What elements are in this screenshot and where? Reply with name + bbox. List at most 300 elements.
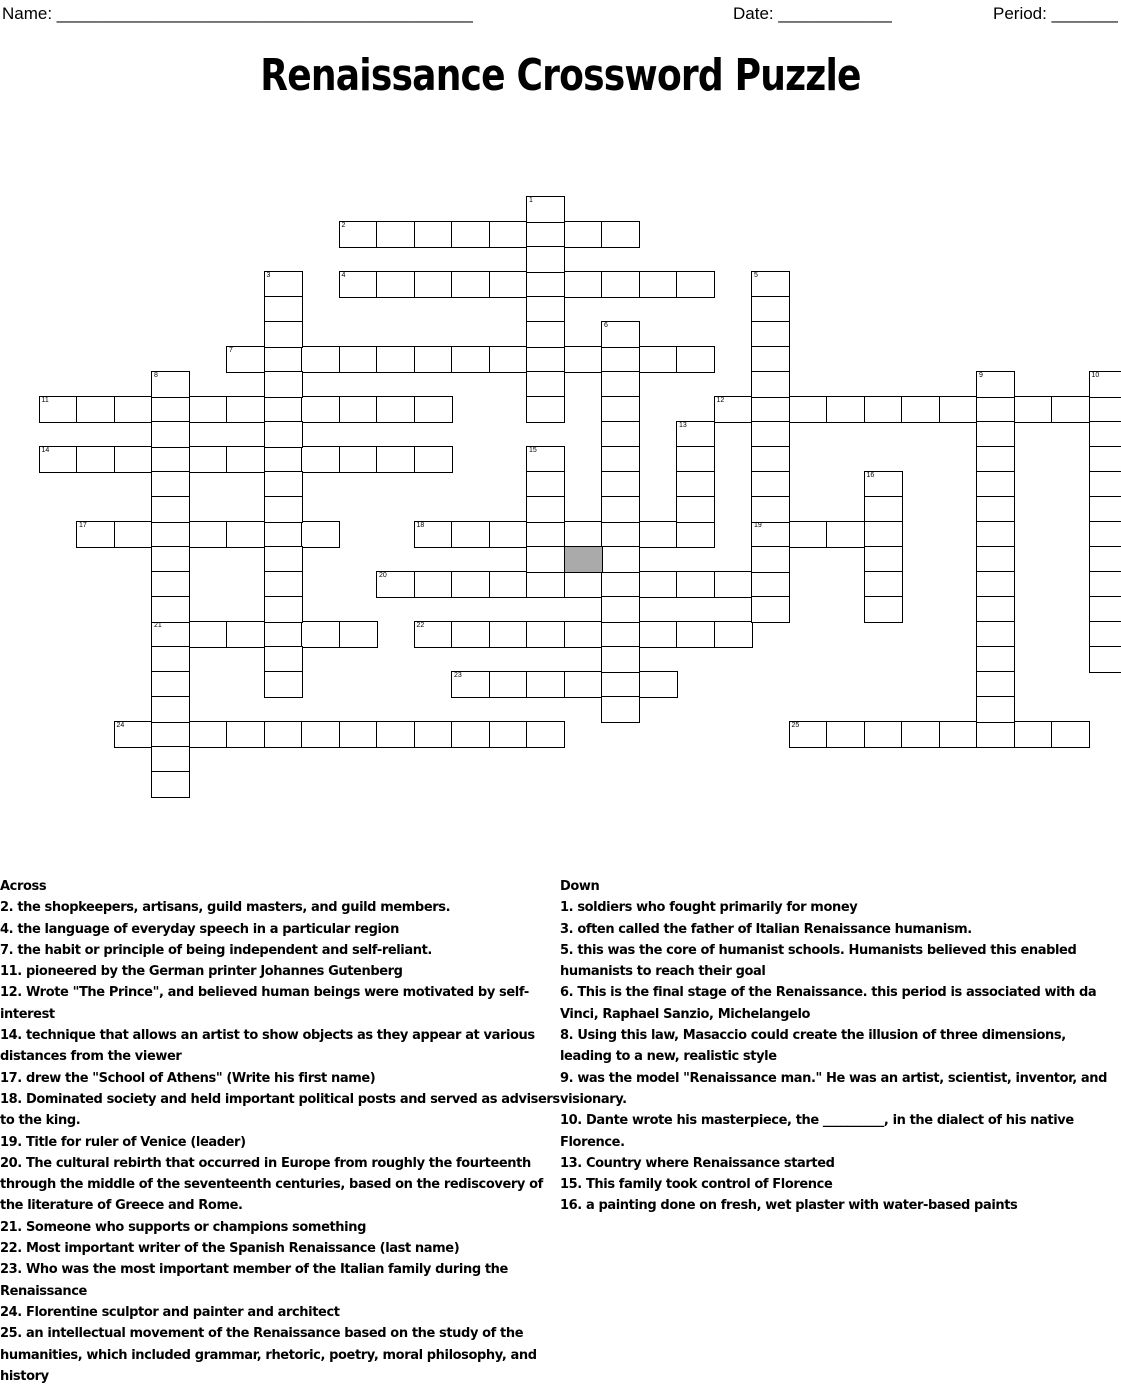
grid-cell[interactable] — [451, 621, 490, 648]
clue-text: This family took control of Florence — [582, 1177, 833, 1192]
clue-number: 8. — [560, 1028, 573, 1043]
grid-cell[interactable] — [639, 271, 678, 298]
grid-cell[interactable] — [864, 571, 903, 598]
grid-cell[interactable] — [639, 521, 678, 548]
grid-cell[interactable] — [1089, 421, 1121, 448]
grid-cell[interactable] — [264, 321, 303, 348]
grid-cell[interactable] — [676, 421, 715, 448]
grid-cell[interactable] — [976, 621, 1015, 648]
grid-cell[interactable] — [301, 446, 340, 473]
down-clue — [560, 1025, 1120, 1068]
cell-number: 10 — [1092, 372, 1100, 380]
grid-cell[interactable] — [639, 571, 678, 598]
grid-cell[interactable] — [601, 596, 640, 623]
grid-cell[interactable] — [639, 671, 678, 698]
grid-cell[interactable] — [789, 521, 828, 548]
grid-cell[interactable] — [864, 546, 903, 573]
grid-cell[interactable] — [264, 596, 303, 623]
grid-cell[interactable] — [151, 421, 190, 448]
clue-number: 13. — [560, 1156, 582, 1171]
grid-cell[interactable] — [526, 546, 565, 573]
grid-cell[interactable] — [751, 346, 790, 373]
grid-cell[interactable] — [301, 346, 340, 373]
grid-cell[interactable] — [151, 521, 190, 548]
grid-cell[interactable] — [451, 221, 490, 248]
clue-text: this was the core of humanist schools. Humanists believed this enabled humanists to reach their goal — [560, 943, 1076, 979]
grid-cell[interactable] — [489, 521, 528, 548]
grid-cell[interactable] — [976, 371, 1015, 398]
grid-cell[interactable] — [451, 271, 490, 298]
grid-cell[interactable] — [414, 271, 453, 298]
clue-number: 16. — [560, 1198, 582, 1213]
grid-cell[interactable] — [1089, 596, 1121, 623]
clue-text: technique that allows an artist to show objects as they appear at various distances from the viewer — [0, 1028, 535, 1064]
grid-cell[interactable] — [714, 621, 753, 648]
grid-cell[interactable] — [564, 521, 603, 548]
cell-number: 17 — [79, 522, 87, 530]
clue-number: 9. — [560, 1071, 573, 1086]
grid-cell[interactable] — [1051, 721, 1090, 748]
grid-cell[interactable] — [601, 521, 640, 548]
grid-cell[interactable] — [151, 721, 190, 748]
cell-number: 12 — [717, 397, 725, 405]
grid-cell[interactable] — [864, 521, 903, 548]
grid-cell[interactable] — [526, 296, 565, 323]
clue-text: Someone who supports or champions something — [22, 1220, 366, 1235]
grid-cell[interactable] — [76, 521, 115, 548]
grid-cell[interactable] — [1089, 471, 1121, 498]
clue-number: 1. — [560, 900, 573, 915]
grid-cell[interactable] — [751, 546, 790, 573]
across-clue — [0, 919, 560, 940]
grid-cell[interactable] — [526, 621, 565, 648]
grid-cell[interactable] — [526, 521, 565, 548]
clue-text: was the model "Renaissance man." He was an artist, scientist, inventor, and visionary. — [560, 1071, 1107, 1107]
across-clue — [0, 982, 560, 1025]
grid-cell[interactable] — [151, 496, 190, 523]
grid-cell[interactable] — [826, 396, 865, 423]
grid-cell[interactable] — [339, 446, 378, 473]
grid-cell[interactable] — [751, 446, 790, 473]
grid-cell[interactable] — [489, 571, 528, 598]
grid-cell[interactable] — [114, 446, 153, 473]
grid-cell[interactable] — [789, 396, 828, 423]
clue-number: 23. — [0, 1262, 22, 1277]
grid-cell[interactable] — [1089, 396, 1121, 423]
grid-cell[interactable] — [601, 346, 640, 373]
grid-cell[interactable] — [301, 721, 340, 748]
grid-cell[interactable] — [264, 521, 303, 548]
grid-cell[interactable] — [676, 521, 715, 548]
grid-cell[interactable] — [414, 446, 453, 473]
down-clue — [560, 1174, 1120, 1195]
grid-cell[interactable] — [264, 421, 303, 448]
grid-cell[interactable] — [601, 421, 640, 448]
grid-cell[interactable] — [489, 346, 528, 373]
grid-cell[interactable] — [676, 621, 715, 648]
cell-number: 23 — [454, 672, 462, 680]
grid-cell[interactable] — [714, 571, 753, 598]
grid-cell[interactable] — [151, 471, 190, 498]
across-clue — [0, 1132, 560, 1153]
grid-cell[interactable] — [151, 646, 190, 673]
grid-cell[interactable] — [864, 496, 903, 523]
grid-cell[interactable] — [751, 496, 790, 523]
grid-cell[interactable] — [226, 621, 265, 648]
clue-number: 15. — [560, 1177, 582, 1192]
grid-cell[interactable] — [601, 696, 640, 723]
grid-cell[interactable] — [564, 571, 603, 598]
grid-cell[interactable] — [526, 471, 565, 498]
grid-cell[interactable] — [526, 371, 565, 398]
down-clue — [560, 982, 1120, 1025]
grid-cell[interactable] — [414, 346, 453, 373]
grid-cell[interactable] — [976, 471, 1015, 498]
cell-number: 4 — [342, 272, 346, 280]
grid-cell[interactable] — [451, 346, 490, 373]
grid-cell[interactable] — [264, 721, 303, 748]
cell-number: 1 — [529, 197, 533, 205]
grid-cell[interactable] — [226, 446, 265, 473]
grid-cell[interactable] — [489, 221, 528, 248]
clue-number: 3. — [560, 922, 573, 937]
grid-cell[interactable] — [151, 621, 190, 648]
clue-text: the language of everyday speech in a particular region — [13, 922, 399, 937]
grid-cell[interactable] — [339, 271, 378, 298]
grid-cell[interactable] — [376, 446, 415, 473]
across-clue — [0, 961, 560, 982]
grid-cell[interactable] — [189, 396, 228, 423]
grid-cell[interactable] — [639, 621, 678, 648]
grid-cell[interactable] — [864, 721, 903, 748]
grid-cell[interactable] — [601, 396, 640, 423]
grid-cell[interactable] — [976, 496, 1015, 523]
grid-cell[interactable] — [114, 721, 153, 748]
grid-cell[interactable] — [526, 396, 565, 423]
grid-cell[interactable] — [1089, 521, 1121, 548]
cell-number: 3 — [267, 272, 271, 280]
grid-cell[interactable] — [264, 621, 303, 648]
grid-cell[interactable] — [939, 721, 978, 748]
grid-cell[interactable] — [226, 396, 265, 423]
clue-number: 4. — [0, 922, 13, 937]
grid-cell[interactable] — [564, 546, 603, 573]
grid-cell[interactable] — [189, 521, 228, 548]
grid-cell[interactable] — [601, 371, 640, 398]
grid-cell[interactable] — [864, 471, 903, 498]
grid-cell[interactable] — [451, 721, 490, 748]
grid-cell[interactable] — [976, 721, 1015, 748]
name-field-label[interactable]: Name: ____________________________________________ — [2, 4, 473, 24]
clue-text: Florentine sculptor and painter and architect — [22, 1305, 340, 1320]
grid-cell[interactable] — [189, 721, 228, 748]
grid-cell[interactable] — [264, 571, 303, 598]
clue-text: the habit or principle of being independent and self-reliant. — [13, 943, 432, 958]
clue-text: often called the father of Italian Renaissance humanism. — [573, 922, 972, 937]
grid-cell[interactable] — [976, 596, 1015, 623]
grid-cell[interactable] — [264, 646, 303, 673]
grid-cell[interactable] — [264, 446, 303, 473]
down-clue — [560, 940, 1120, 983]
cell-number: 18 — [417, 522, 425, 530]
clue-number: 18. — [0, 1092, 22, 1107]
grid-cell[interactable] — [301, 521, 340, 548]
grid-cell[interactable] — [751, 396, 790, 423]
grid-cell[interactable] — [601, 621, 640, 648]
grid-cell[interactable] — [976, 671, 1015, 698]
grid-cell[interactable] — [751, 271, 790, 298]
grid-cell[interactable] — [376, 396, 415, 423]
grid-cell[interactable] — [751, 296, 790, 323]
grid-cell[interactable] — [526, 196, 565, 223]
grid-cell[interactable] — [189, 621, 228, 648]
grid-cell[interactable] — [526, 571, 565, 598]
grid-cell[interactable] — [976, 646, 1015, 673]
grid-cell[interactable] — [151, 571, 190, 598]
grid-cell[interactable] — [1051, 396, 1090, 423]
across-heading: Across — [0, 876, 560, 897]
grid-cell[interactable] — [489, 621, 528, 648]
across-clue — [0, 1238, 560, 1259]
clue-number: 11. — [0, 964, 22, 979]
grid-cell[interactable] — [976, 446, 1015, 473]
clue-text: This is the final stage of the Renaissance. this period is associated with da Vinci, Raphael Sanzio, Michelangelo — [560, 985, 1096, 1021]
down-clue — [560, 1153, 1120, 1174]
grid-cell[interactable] — [414, 221, 453, 248]
grid-cell[interactable] — [976, 696, 1015, 723]
grid-cell[interactable] — [414, 571, 453, 598]
grid-cell[interactable] — [76, 396, 115, 423]
clue-text: a painting done on fresh, wet plaster with water-based paints — [582, 1198, 1018, 1213]
grid-cell[interactable] — [151, 546, 190, 573]
grid-cell[interactable] — [751, 471, 790, 498]
grid-cell[interactable] — [976, 396, 1015, 423]
across-clue — [0, 1068, 560, 1089]
grid-cell[interactable] — [526, 671, 565, 698]
down-clue — [560, 1110, 1120, 1153]
grid-cell[interactable] — [114, 521, 153, 548]
grid-cell[interactable] — [301, 621, 340, 648]
grid-cell[interactable] — [151, 371, 190, 398]
grid-cell[interactable] — [751, 321, 790, 348]
grid-cell[interactable] — [714, 396, 753, 423]
grid-cell[interactable] — [376, 271, 415, 298]
grid-cell[interactable] — [339, 221, 378, 248]
grid-cell[interactable] — [39, 446, 78, 473]
grid-cell[interactable] — [676, 346, 715, 373]
grid-cell[interactable] — [676, 496, 715, 523]
grid-cell[interactable] — [226, 721, 265, 748]
grid-cell[interactable] — [1089, 621, 1121, 648]
grid-cell[interactable] — [601, 221, 640, 248]
grid-cell[interactable] — [751, 521, 790, 548]
grid-cell[interactable] — [939, 396, 978, 423]
grid-cell[interactable] — [676, 571, 715, 598]
across-clue — [0, 1025, 560, 1068]
grid-cell[interactable] — [264, 271, 303, 298]
grid-cell[interactable] — [1089, 646, 1121, 673]
clue-text: Using this law, Masaccio could create the illusion of three dimensions, leading to a new, realistic style — [560, 1028, 1066, 1064]
grid-cell[interactable] — [526, 496, 565, 523]
grid-cell[interactable] — [601, 496, 640, 523]
grid-cell[interactable] — [564, 346, 603, 373]
date-field-label[interactable]: Date: ____________ — [733, 4, 892, 24]
cell-number: 8 — [154, 372, 158, 380]
period-field-label[interactable]: Period: _______ — [993, 4, 1118, 24]
grid-cell[interactable] — [526, 321, 565, 348]
grid-cell[interactable] — [601, 446, 640, 473]
grid-cell[interactable] — [826, 721, 865, 748]
clue-text: Wrote "The Prince", and believed human beings were motivated by self-interest — [0, 985, 529, 1021]
grid-cell[interactable] — [976, 521, 1015, 548]
clue-text: Who was the most important member of the Italian family during the Renaissance — [0, 1262, 508, 1298]
grid-cell[interactable] — [339, 721, 378, 748]
grid-cell[interactable] — [1089, 571, 1121, 598]
grid-cell[interactable] — [601, 646, 640, 673]
grid-cell[interactable] — [901, 721, 940, 748]
grid-cell[interactable] — [151, 671, 190, 698]
grid-cell[interactable] — [151, 696, 190, 723]
grid-cell[interactable] — [376, 721, 415, 748]
grid-cell[interactable] — [601, 471, 640, 498]
grid-cell[interactable] — [151, 446, 190, 473]
grid-cell[interactable] — [151, 596, 190, 623]
grid-cell[interactable] — [601, 271, 640, 298]
grid-cell[interactable] — [339, 396, 378, 423]
grid-cell[interactable] — [564, 671, 603, 698]
grid-cell[interactable] — [376, 221, 415, 248]
grid-cell[interactable] — [526, 721, 565, 748]
cell-number: 11 — [42, 397, 49, 405]
grid-cell[interactable] — [1089, 371, 1121, 398]
cell-number: 13 — [679, 422, 687, 430]
clue-number: 2. — [0, 900, 13, 915]
grid-cell[interactable] — [264, 671, 303, 698]
clue-number: 20. — [0, 1156, 22, 1171]
grid-cell[interactable] — [676, 271, 715, 298]
cell-number: 6 — [604, 322, 608, 330]
grid-cell[interactable] — [489, 271, 528, 298]
clue-number: 5. — [560, 943, 573, 958]
clue-text: The cultural rebirth that occurred in Europe from roughly the fourteenth through the middle of the seventeenth centuries, based on the rediscovery of the literature of Greece and Rome. — [0, 1156, 543, 1214]
cell-number: 20 — [379, 572, 387, 580]
grid-cell[interactable] — [489, 721, 528, 748]
grid-cell[interactable] — [676, 446, 715, 473]
down-clue — [560, 1195, 1120, 1216]
grid-cell[interactable] — [564, 621, 603, 648]
grid-cell[interactable] — [264, 496, 303, 523]
cell-number: 9 — [979, 372, 983, 380]
grid-cell[interactable] — [414, 721, 453, 748]
grid-cell[interactable] — [451, 571, 490, 598]
grid-cell[interactable] — [564, 271, 603, 298]
grid-cell[interactable] — [639, 346, 678, 373]
grid-cell[interactable] — [526, 271, 565, 298]
grid-cell[interactable] — [151, 396, 190, 423]
grid-cell[interactable] — [601, 321, 640, 348]
across-clue — [0, 1323, 560, 1387]
clue-number: 12. — [0, 985, 22, 1000]
grid-cell[interactable] — [414, 396, 453, 423]
grid-cell[interactable] — [826, 521, 865, 548]
grid-cell[interactable] — [1089, 546, 1121, 573]
grid-cell[interactable] — [264, 296, 303, 323]
grid-cell[interactable] — [264, 396, 303, 423]
grid-cell[interactable] — [976, 546, 1015, 573]
grid-cell[interactable] — [789, 721, 828, 748]
grid-cell[interactable] — [489, 671, 528, 698]
grid-cell[interactable] — [751, 596, 790, 623]
cell-number: 15 — [529, 447, 537, 455]
grid-cell[interactable] — [601, 571, 640, 598]
grid-cell[interactable] — [376, 346, 415, 373]
grid-cell[interactable] — [264, 471, 303, 498]
grid-cell[interactable] — [301, 396, 340, 423]
clue-number: 24. — [0, 1305, 22, 1320]
grid-cell[interactable] — [526, 446, 565, 473]
grid-cell[interactable] — [451, 671, 490, 698]
down-clues — [560, 876, 1120, 1217]
grid-cell[interactable] — [151, 746, 190, 773]
grid-cell[interactable] — [601, 546, 640, 573]
grid-cell[interactable] — [414, 621, 453, 648]
grid-cell[interactable] — [339, 621, 378, 648]
grid-cell[interactable] — [226, 346, 265, 373]
grid-cell[interactable] — [1014, 396, 1053, 423]
grid-cell[interactable] — [414, 521, 453, 548]
grid-cell[interactable] — [1089, 496, 1121, 523]
grid-cell[interactable] — [451, 521, 490, 548]
grid-cell[interactable] — [264, 371, 303, 398]
grid-cell[interactable] — [601, 671, 640, 698]
across-clue — [0, 1217, 560, 1238]
grid-cell[interactable] — [864, 396, 903, 423]
grid-cell[interactable] — [751, 371, 790, 398]
grid-cell[interactable] — [676, 471, 715, 498]
grid-cell[interactable] — [151, 771, 190, 798]
grid-cell[interactable] — [339, 346, 378, 373]
grid-cell[interactable] — [864, 596, 903, 623]
grid-cell[interactable] — [39, 396, 78, 423]
cell-number: 7 — [229, 347, 233, 355]
grid-cell[interactable] — [376, 571, 415, 598]
grid-cell[interactable] — [751, 571, 790, 598]
cell-number: 25 — [792, 722, 800, 730]
grid-cell[interactable] — [526, 346, 565, 373]
grid-cell[interactable] — [264, 346, 303, 373]
grid-cell[interactable] — [1089, 446, 1121, 473]
grid-cell[interactable] — [189, 446, 228, 473]
grid-cell[interactable] — [1014, 721, 1053, 748]
clue-number: 25. — [0, 1326, 22, 1341]
clue-text: Dante wrote his masterpiece, the __________, in the dialect of his native Florence. — [560, 1113, 1074, 1149]
grid-cell[interactable] — [564, 221, 603, 248]
clue-number: 21. — [0, 1220, 22, 1235]
grid-cell[interactable] — [526, 221, 565, 248]
clue-text: an intellectual movement of the Renaissance based on the study of the humanities, which included grammar, rhetoric, poetry, moral philosophy, and history — [0, 1326, 537, 1384]
grid-cell[interactable] — [226, 521, 265, 548]
grid-cell[interactable] — [526, 246, 565, 273]
across-clues — [0, 876, 560, 1387]
grid-cell[interactable] — [976, 421, 1015, 448]
grid-cell[interactable] — [751, 421, 790, 448]
grid-cell[interactable] — [901, 396, 940, 423]
cell-number: 24 — [117, 722, 125, 730]
grid-cell[interactable] — [976, 571, 1015, 598]
grid-cell[interactable] — [114, 396, 153, 423]
grid-cell[interactable] — [264, 546, 303, 573]
grid-cell[interactable] — [76, 446, 115, 473]
